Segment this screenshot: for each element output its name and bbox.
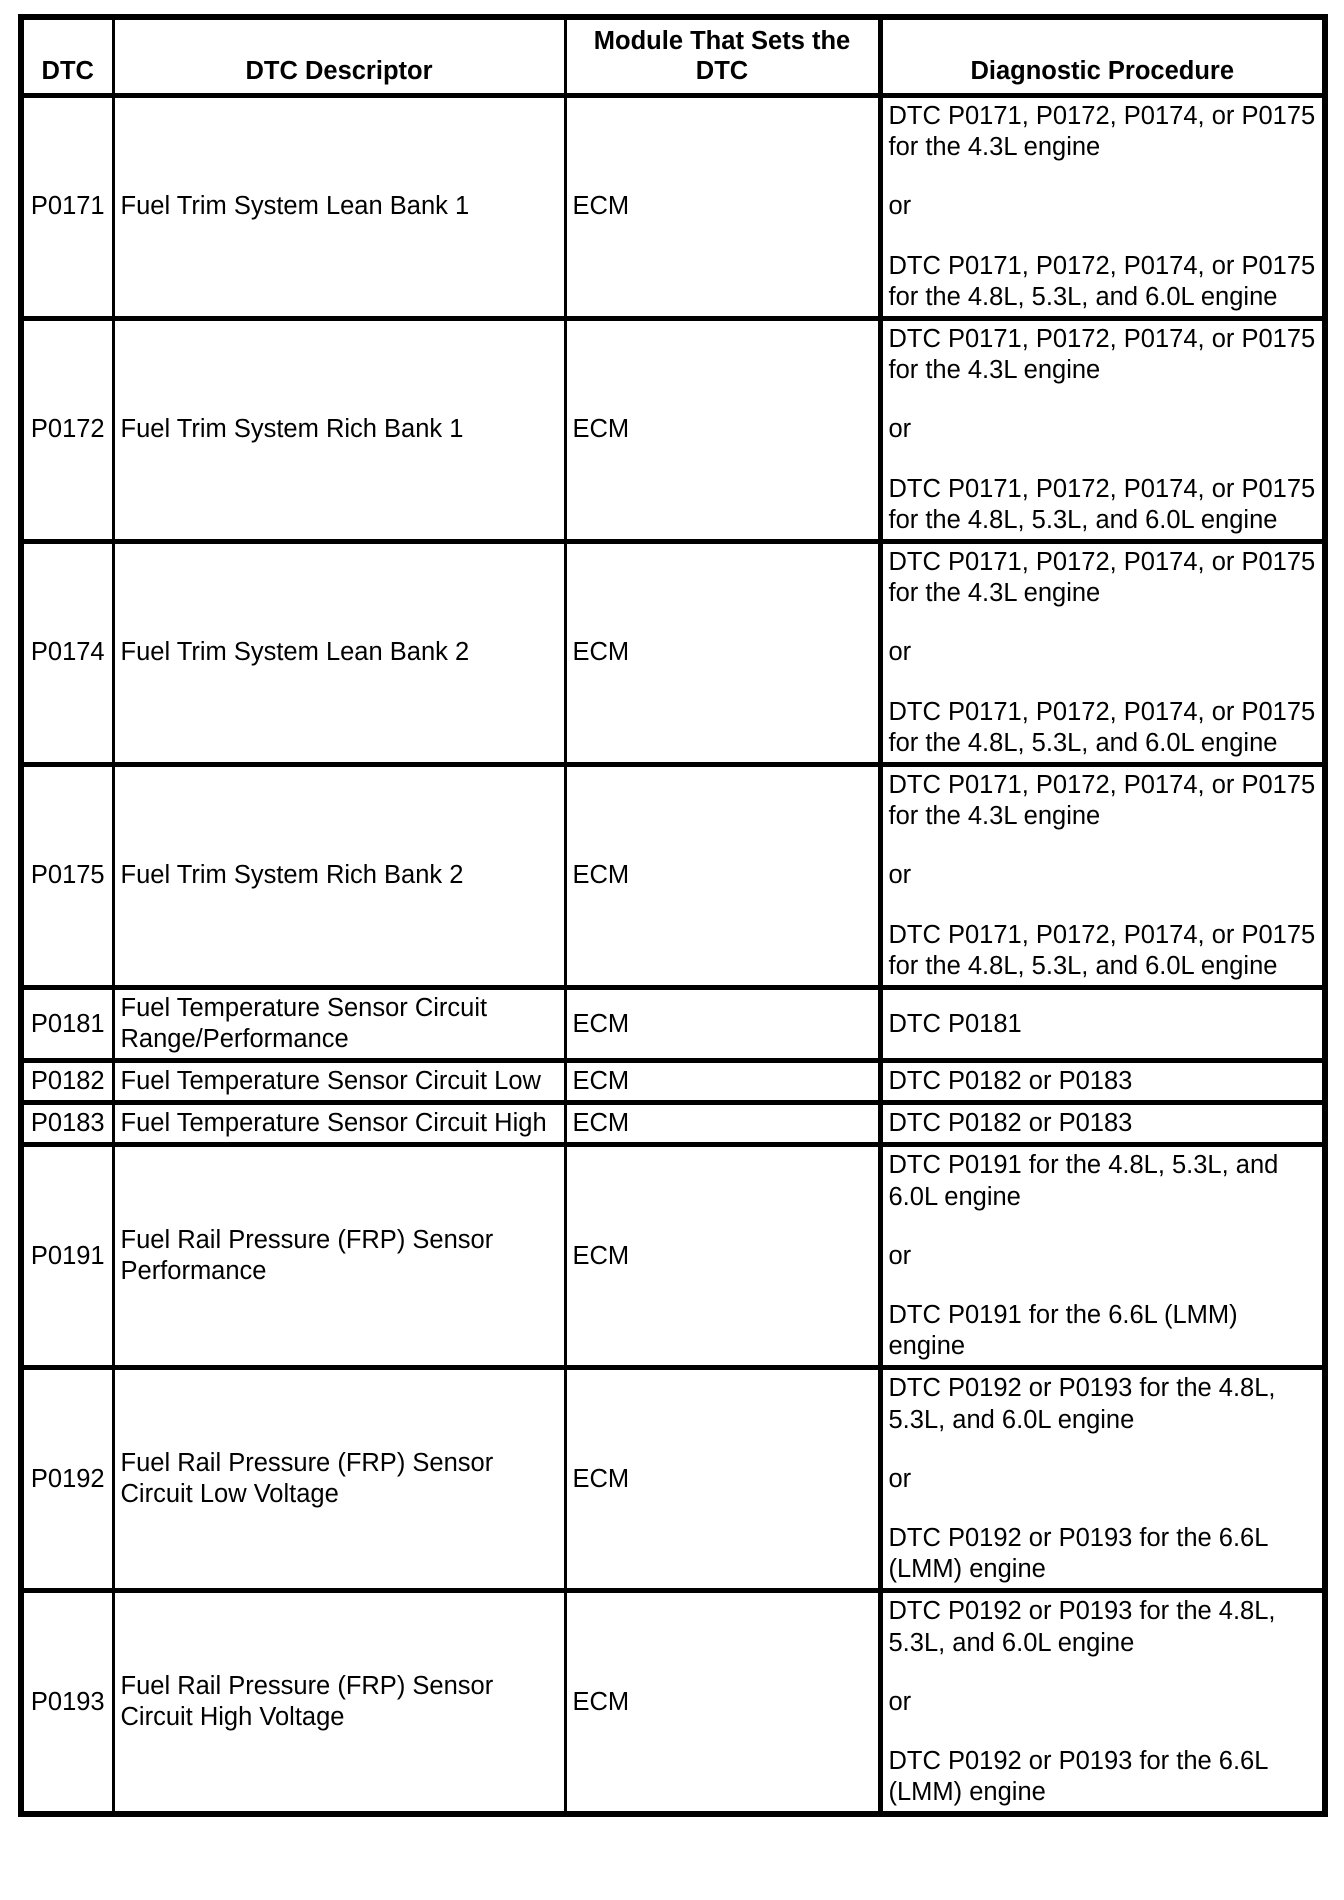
procedure-content (889, 1596, 1317, 1808)
module-cell: ECM (565, 319, 880, 542)
descriptor-cell: Fuel Trim System Lean Bank 2 (113, 542, 565, 765)
procedure-paragraph: DTC P0171, P0172, P0174, or P0175 for the 4.8L, 5.3L, and 6.0L engine (888, 697, 1316, 757)
table-row (21, 1591, 1325, 1815)
procedure-paragraph: DTC P0181 (888, 1009, 1022, 1038)
procedure-paragraph: or (888, 1241, 912, 1270)
procedure-content (889, 1009, 1317, 1040)
procedure-cell (880, 96, 1325, 319)
header-row (21, 17, 1325, 96)
dtc-code-cell: P0192 (21, 1368, 113, 1591)
descriptor-cell: Fuel Rail Pressure (FRP) Sensor Circuit High Voltage (113, 1591, 565, 1815)
table-row (21, 1368, 1325, 1591)
procedure-paragraph: DTC P0182 or P0183 (888, 1109, 1133, 1138)
table-row (21, 1145, 1325, 1368)
procedure-paragraph: DTC P0171, P0172, P0174, or P0175 for the 4.3L engine (888, 325, 1316, 385)
procedure-content (889, 770, 1317, 982)
procedure-content (889, 547, 1317, 759)
descriptor-cell: Fuel Rail Pressure (FRP) Sensor Circuit Low Voltage (113, 1368, 565, 1591)
table-row (21, 319, 1325, 542)
dtc-code-cell: P0193 (21, 1591, 113, 1815)
table-row (21, 1061, 1325, 1103)
procedure-paragraph: DTC P0182 or P0183 (888, 1067, 1133, 1096)
descriptor-cell: Fuel Rail Pressure (FRP) Sensor Performance (113, 1145, 565, 1368)
procedure-paragraph: DTC P0192 or P0193 for the 6.6L (LMM) engine (888, 1747, 1268, 1807)
column-header-descriptor: DTC Descriptor (113, 17, 565, 96)
table-row (21, 988, 1325, 1061)
module-cell: ECM (565, 96, 880, 319)
dtc-code-cell: P0181 (21, 988, 113, 1061)
procedure-paragraph: DTC P0192 or P0193 for the 4.8L, 5.3L, and 6.0L engine (888, 1374, 1276, 1434)
descriptor-cell: Fuel Temperature Sensor Circuit Low (113, 1061, 565, 1103)
column-header-module: Module That Sets the DTC (565, 17, 880, 96)
descriptor-cell: Fuel Trim System Lean Bank 1 (113, 96, 565, 319)
procedure-paragraph: or (888, 192, 912, 221)
dtc-code-cell: P0182 (21, 1061, 113, 1103)
procedure-paragraph: or (888, 1464, 912, 1493)
table-row (21, 1103, 1325, 1145)
dtc-code-cell: P0171 (21, 96, 113, 319)
table-row (21, 542, 1325, 765)
dtc-code-cell: P0183 (21, 1103, 113, 1145)
dtc-code-cell: P0175 (21, 765, 113, 988)
descriptor-cell: Fuel Trim System Rich Bank 2 (113, 765, 565, 988)
procedure-content (889, 1150, 1317, 1362)
procedure-content (889, 101, 1317, 313)
dtc-table (18, 14, 1328, 1817)
procedure-content (889, 324, 1317, 536)
descriptor-cell: Fuel Trim System Rich Bank 1 (113, 319, 565, 542)
procedure-paragraph: DTC P0171, P0172, P0174, or P0175 for the 4.8L, 5.3L, and 6.0L engine (888, 920, 1316, 980)
column-header-procedure: Diagnostic Procedure (880, 17, 1325, 96)
procedure-cell (880, 988, 1325, 1061)
procedure-paragraph: DTC P0171, P0172, P0174, or P0175 for the 4.3L engine (888, 548, 1316, 608)
procedure-paragraph: DTC P0192 or P0193 for the 6.6L (LMM) engine (888, 1524, 1268, 1584)
dtc-code-cell: P0174 (21, 542, 113, 765)
procedure-paragraph: DTC P0171, P0172, P0174, or P0175 for the 4.3L engine (888, 771, 1316, 831)
procedure-paragraph: or (888, 1687, 912, 1716)
module-cell: ECM (565, 1368, 880, 1591)
module-cell: ECM (565, 542, 880, 765)
procedure-cell (880, 319, 1325, 542)
procedure-paragraph: DTC P0171, P0172, P0174, or P0175 for the 4.8L, 5.3L, and 6.0L engine (888, 251, 1316, 311)
module-cell: ECM (565, 1145, 880, 1368)
procedure-cell (880, 1145, 1325, 1368)
procedure-paragraph: or (888, 638, 912, 667)
procedure-paragraph: DTC P0171, P0172, P0174, or P0175 for the 4.3L engine (888, 102, 1316, 162)
module-cell: ECM (565, 1591, 880, 1815)
procedure-paragraph: DTC P0171, P0172, P0174, or P0175 for the 4.8L, 5.3L, and 6.0L engine (888, 474, 1316, 534)
procedure-cell (880, 1103, 1325, 1145)
descriptor-cell: Fuel Temperature Sensor Circuit High (113, 1103, 565, 1145)
procedure-paragraph: DTC P0191 for the 6.6L (LMM) engine (888, 1301, 1238, 1361)
procedure-cell (880, 542, 1325, 765)
module-cell: ECM (565, 1061, 880, 1103)
procedure-cell (880, 1061, 1325, 1103)
procedure-paragraph: or (888, 861, 912, 890)
procedure-cell (880, 1591, 1325, 1815)
module-cell: ECM (565, 765, 880, 988)
table-row (21, 96, 1325, 319)
procedure-paragraph: DTC P0191 for the 4.8L, 5.3L, and 6.0L engine (888, 1151, 1279, 1211)
module-cell: ECM (565, 1103, 880, 1145)
dtc-code-cell: P0191 (21, 1145, 113, 1368)
column-header-dtc: DTC (21, 17, 113, 96)
procedure-cell (880, 1368, 1325, 1591)
procedure-paragraph: or (888, 415, 912, 444)
module-cell: ECM (565, 988, 880, 1061)
descriptor-cell: Fuel Temperature Sensor Circuit Range/Performance (113, 988, 565, 1061)
dtc-code-cell: P0172 (21, 319, 113, 542)
table-row (21, 765, 1325, 988)
procedure-content (889, 1373, 1317, 1585)
procedure-cell (880, 765, 1325, 988)
procedure-content (889, 1108, 1317, 1139)
procedure-paragraph: DTC P0192 or P0193 for the 4.8L, 5.3L, and 6.0L engine (888, 1597, 1276, 1657)
procedure-content (889, 1066, 1317, 1097)
